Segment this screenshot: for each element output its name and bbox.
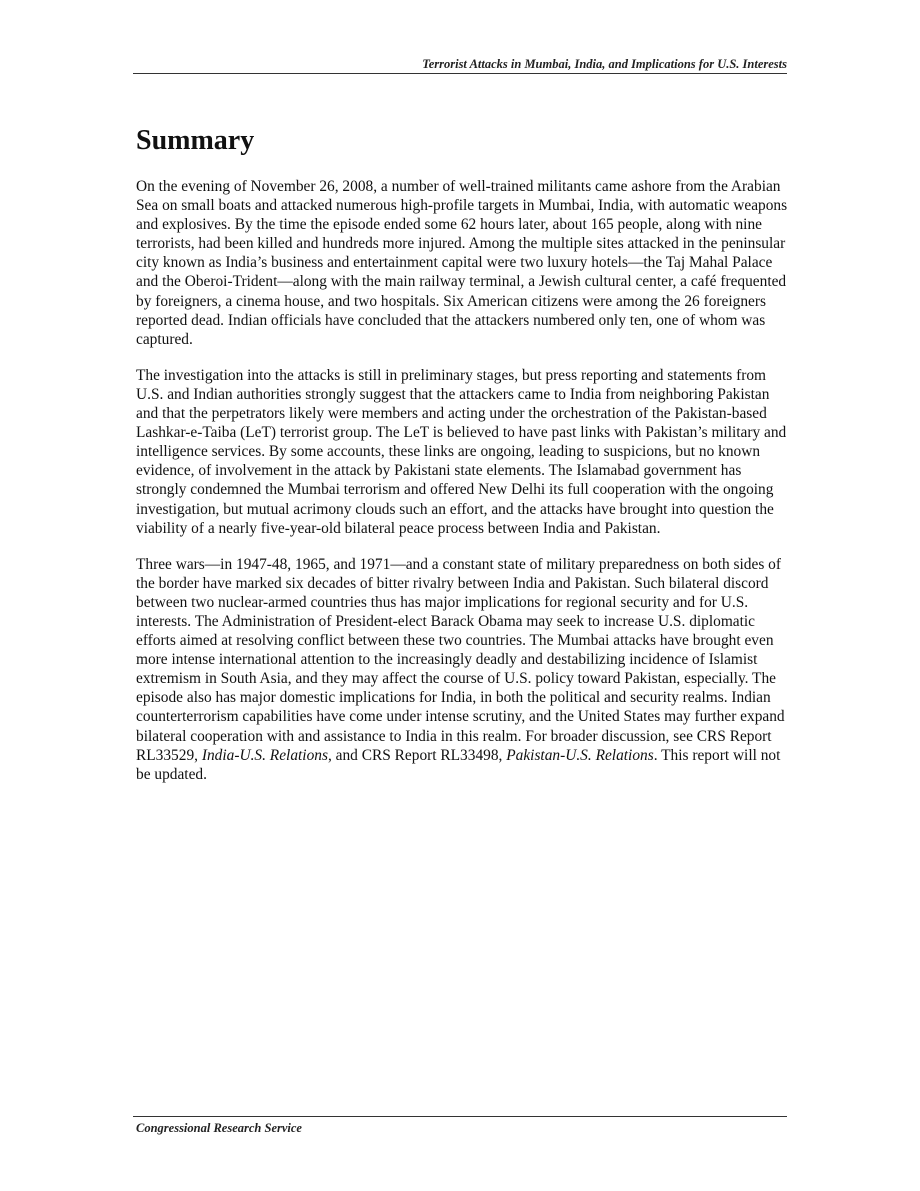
running-header: Terrorist Attacks in Mumbai, India, and Implications for U.S. Interests: [422, 57, 787, 71]
paragraph-implications-connector: , and CRS Report RL33498,: [327, 746, 507, 764]
summary-body: [136, 177, 792, 801]
header-divider: [133, 73, 787, 74]
paragraph-implications: [136, 555, 792, 784]
page-title: Summary: [136, 125, 255, 156]
paragraph-attack-overview: On the evening of November 26, 2008, a number of well-trained militants came ashore from the Arabian Sea on small boats and attacked numerous high-profile targets in Mumbai, India, with automatic weapons and explosives. By the time the episode ended some 62 hours later, about 165 people, along with nine terrorists, had been killed and hundreds more injured. Among the multiple sites attacked in the peninsular city known as India’s business and entertainment capital were two luxury hotels—the Taj Mahal Palace and the Oberoi-Trident—along with the main railway terminal, a Jewish cultural center, a café frequented by foreigners, a cinema house, and two hospitals. Six American citizens were among the 26 foreigners reported dead. Indian officials have concluded that the attackers numbered only ten, one of whom was captured.: [136, 178, 788, 348]
paragraph-implications-text: Three wars—in 1947-48, 1965, and 1971—and a constant state of military preparedness on both sides of the border have marked six decades of bitter rivalry between India and Pakistan. Such bilateral discord between two nuclear-armed countries thus has major implications for regional security and for U.S. interests. The Administration of President-elect Barack Obama may seek to increase U.S. diplomatic efforts aimed at resolving conflict between these two countries. The Mumbai attacks have brought even more intense international attention to the increasingly deadly and destabilizing incidence of Islamist extremism in South Asia, and they may affect the course of U.S. policy toward Pakistan, especially. The episode also has major domestic implications for India, in both the political and security realms. Indian counterterrorism capabilities have come under intense scrutiny, and the United States may further expand bilateral cooperation with and assistance to India in this realm. For broader discussion, see CRS Report RL33529,: [136, 555, 785, 764]
running-footer: Congressional Research Service: [136, 1121, 302, 1135]
report-title-pakistan-us: Pakistan-U.S. Relations: [506, 746, 654, 764]
footer-divider: [133, 1116, 787, 1117]
report-title-india-us: India-U.S. Relations: [201, 746, 328, 764]
paragraph-implications-closing: . This report will not be updated.: [136, 746, 781, 783]
paragraph-investigation: The investigation into the attacks is still in preliminary stages, but press reporting and statements from U.S. and Indian authorities strongly suggest that the attackers came to India from neighboring Pakistan and that the perpetrators likely were members and acting under the orchestration of the Pakistan-based Lashkar-e-Taiba (LeT) terrorist group. The LeT is believed to have past links with Pakistan’s military and intelligence services. By some accounts, these links are ongoing, leading to suspicions, but no known evidence, of involvement in the attack by Pakistani state elements. The Islamabad government has strongly condemned the Mumbai terrorism and offered New Delhi its full cooperation with the ongoing investigation, but mutual acrimony clouds such an effort, and the attacks have brought into question the viability of a nearly five-year-old bilateral peace process between India and Pakistan.: [136, 366, 787, 537]
